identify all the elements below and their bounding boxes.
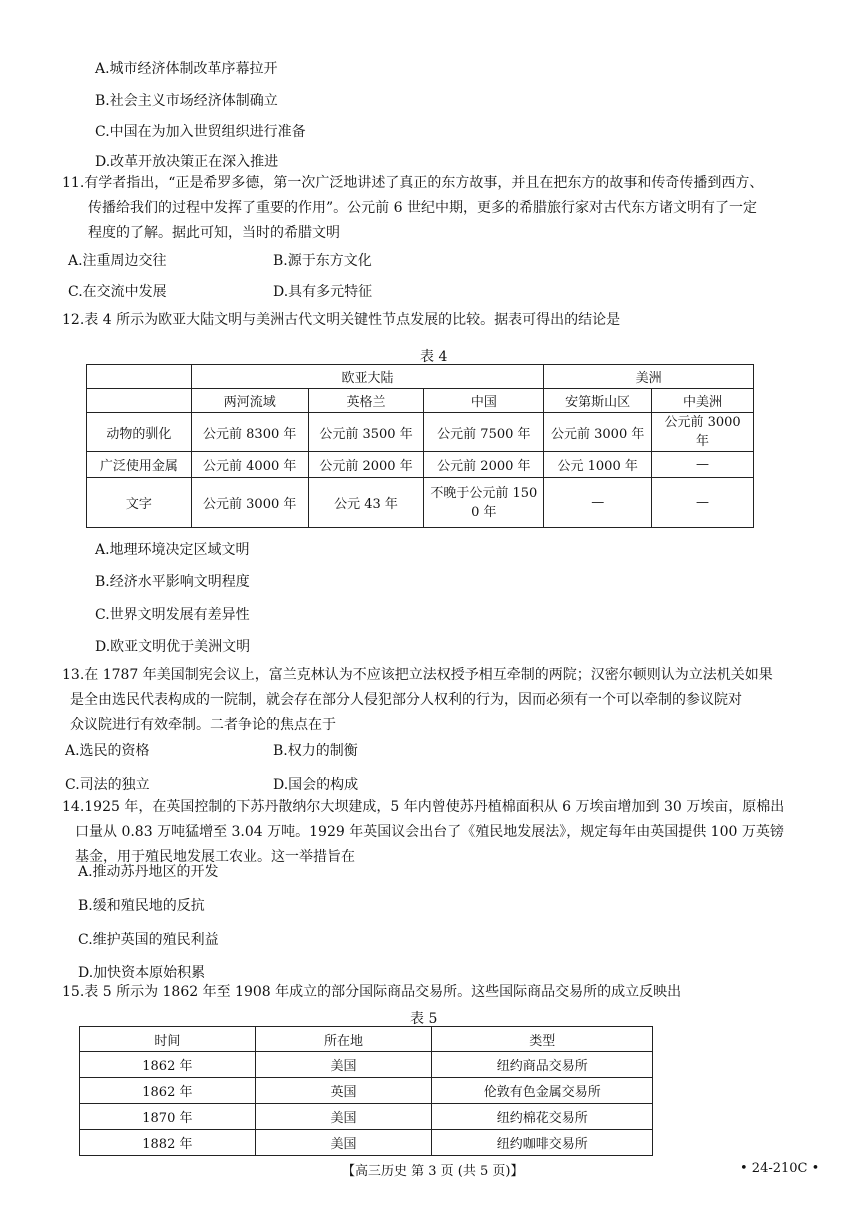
q14-stem-line1: 14.1925 年，在英国控制的下苏丹散纳尔大坝建成，5 年内曾使苏丹植棉面积从 6 万埃亩增加到 30 万埃亩，原棉出 [62,799,785,815]
table-row [80,1130,653,1156]
q13-option-b: B.权力的制衡 [273,743,358,759]
table4 [86,364,754,528]
table4-row-label: 广泛使用金属 [87,452,192,478]
q10-option-a: A.城市经济体制改革序幕拉开 [95,61,278,77]
table5-cell: 1882 年 [80,1130,256,1156]
q12-option-a: A.地理环境决定区域文明 [95,542,250,558]
table4-cell: 公元前 3000 年 [191,478,308,528]
table4-cell: 公元前 3000 年 [652,413,754,452]
q14-stem-line2: 口量从 0.83 万吨猛增至 3.04 万吨。1929 年英国议会出台了《殖民地发展法》，规定每年由英国提供 100 万英镑 [75,824,784,840]
table4-col-header: 英格兰 [308,389,424,413]
table4-corner [87,365,192,389]
table4-cell: 公元前 3500 年 [308,413,424,452]
q10-option-d: D.改革开放决策正在深入推进 [95,154,279,170]
table4-cell: 公元前 2000 年 [308,452,424,478]
q14-option-c: C.维护英国的殖民利益 [78,932,219,948]
q11-option-b: B.源于东方文化 [273,253,372,269]
table4-cell: 公元前 7500 年 [424,413,544,452]
table5-cell: 1862 年 [80,1078,256,1104]
table5-col-header: 类型 [432,1027,653,1052]
table4-cell: 公元 1000 年 [544,452,652,478]
table-row [87,413,754,452]
table5-cell: 纽约咖啡交易所 [432,1130,653,1156]
q10-option-c: C.中国在为加入世贸组织进行准备 [95,124,306,140]
table5 [79,1026,653,1156]
table4-cell: — [544,478,652,528]
table4-caption: 表 4 [420,349,448,365]
table5-cell: 纽约棉花交易所 [432,1104,653,1130]
table4-cell: 公元前 2000 年 [424,452,544,478]
q11-stem-line1: 11.有学者指出，“正是希罗多德，第一次广泛地讲述了真正的东方故事，并且在把东方的故事和传奇传播到西方、 [62,175,764,191]
table4-cell: — [652,478,754,528]
table4-row-label: 动物的驯化 [87,413,192,452]
q13-option-d: D.国会的构成 [273,777,359,793]
table4-cell: — [652,452,754,478]
table5-cell: 1862 年 [80,1052,256,1078]
q12-option-d: D.欧亚文明优于美洲文明 [95,639,251,655]
table4-col-header: 两河流域 [191,389,308,413]
table-row [87,478,754,528]
q10-option-b: B.社会主义市场经济体制确立 [95,93,278,109]
table-row [87,452,754,478]
table4-row-label: 文字 [87,478,192,528]
q11-option-d: D.具有多元特征 [273,284,373,300]
table4-group-eurasia: 欧亚大陆 [191,365,543,389]
table5-cell: 英国 [255,1078,432,1104]
table4-col-header: 中国 [424,389,544,413]
q14-option-b: B.缓和殖民地的反抗 [78,898,205,914]
page-code: • 24-210C • [740,1161,820,1176]
q14-option-a: A.推动苏丹地区的开发 [78,864,219,880]
q11-stem-line3: 程度的了解。据此可知，当时的希腊文明 [88,225,340,241]
table5-cell: 美国 [255,1104,432,1130]
table4-cell: 不晚于公元前 150 0 年 [424,478,544,528]
table-row [80,1078,653,1104]
table4-cell: 公元前 8300 年 [191,413,308,452]
q11-option-a: A.注重周边交往 [68,253,167,269]
q15-stem: 15.表 5 所示为 1862 年至 1908 年成立的部分国际商品交易所。这些国际商品交易所的成立反映出 [62,984,682,1000]
table5-cell: 纽约商品交易所 [432,1052,653,1078]
q12-stem: 12.表 4 所示为欧亚大陆文明与美洲古代文明关键性节点发展的比较。据表可得出的结论是 [62,312,621,328]
q12-option-c: C.世界文明发展有差异性 [95,607,250,623]
table4-col-header: 安第斯山区 [544,389,652,413]
table-row [80,1104,653,1130]
q14-option-d: D.加快资本原始积累 [78,965,206,981]
table4-cell: 公元前 4000 年 [191,452,308,478]
table-row [80,1052,653,1078]
table5-cell: 美国 [255,1052,432,1078]
q11-stem-line2: 传播给我们的过程中发挥了重要的作用”。公元前 6 世纪中期，更多的希腊旅行家对古代东方诸文明有了一定 [88,200,757,216]
table5-cell: 伦敦有色金属交易所 [432,1078,653,1104]
q11-option-c: C.在交流中发展 [68,284,167,300]
q13-option-a: A.选民的资格 [65,743,150,759]
page-footer: 【高三历史 第 3 页 (共 5 页)】 [342,1164,524,1179]
table4-cell: 公元前 3000 年 [544,413,652,452]
table4-cell: 公元 43 年 [308,478,424,528]
q13-stem-line3: 众议院进行有效牵制。二者争论的焦点在于 [70,717,336,733]
table4-col-header: 中美洲 [652,389,754,413]
table5-col-header: 所在地 [255,1027,432,1052]
q13-stem-line2: 是全由选民代表构成的一院制，就会存在部分人侵犯部分人权利的行为，因而必须有一个可以牵制的参议院对 [70,692,742,708]
q13-stem-line1: 13.在 1787 年美国制宪会议上，富兰克林认为不应该把立法权授予相互牵制的两院；汉密尔顿则认为立法机关如果 [62,667,773,683]
table5-cell: 1870 年 [80,1104,256,1130]
table4-group-america: 美洲 [544,365,754,389]
q12-option-b: B.经济水平影响文明程度 [95,574,250,590]
table5-col-header: 时间 [80,1027,256,1052]
table4-corner2 [87,389,192,413]
q13-option-c: C.司法的独立 [65,777,150,793]
table5-cell: 美国 [255,1130,432,1156]
q14-stem-line3: 基金，用于殖民地发展工农业。这一举措旨在 [75,849,355,865]
table5-caption: 表 5 [410,1011,438,1027]
